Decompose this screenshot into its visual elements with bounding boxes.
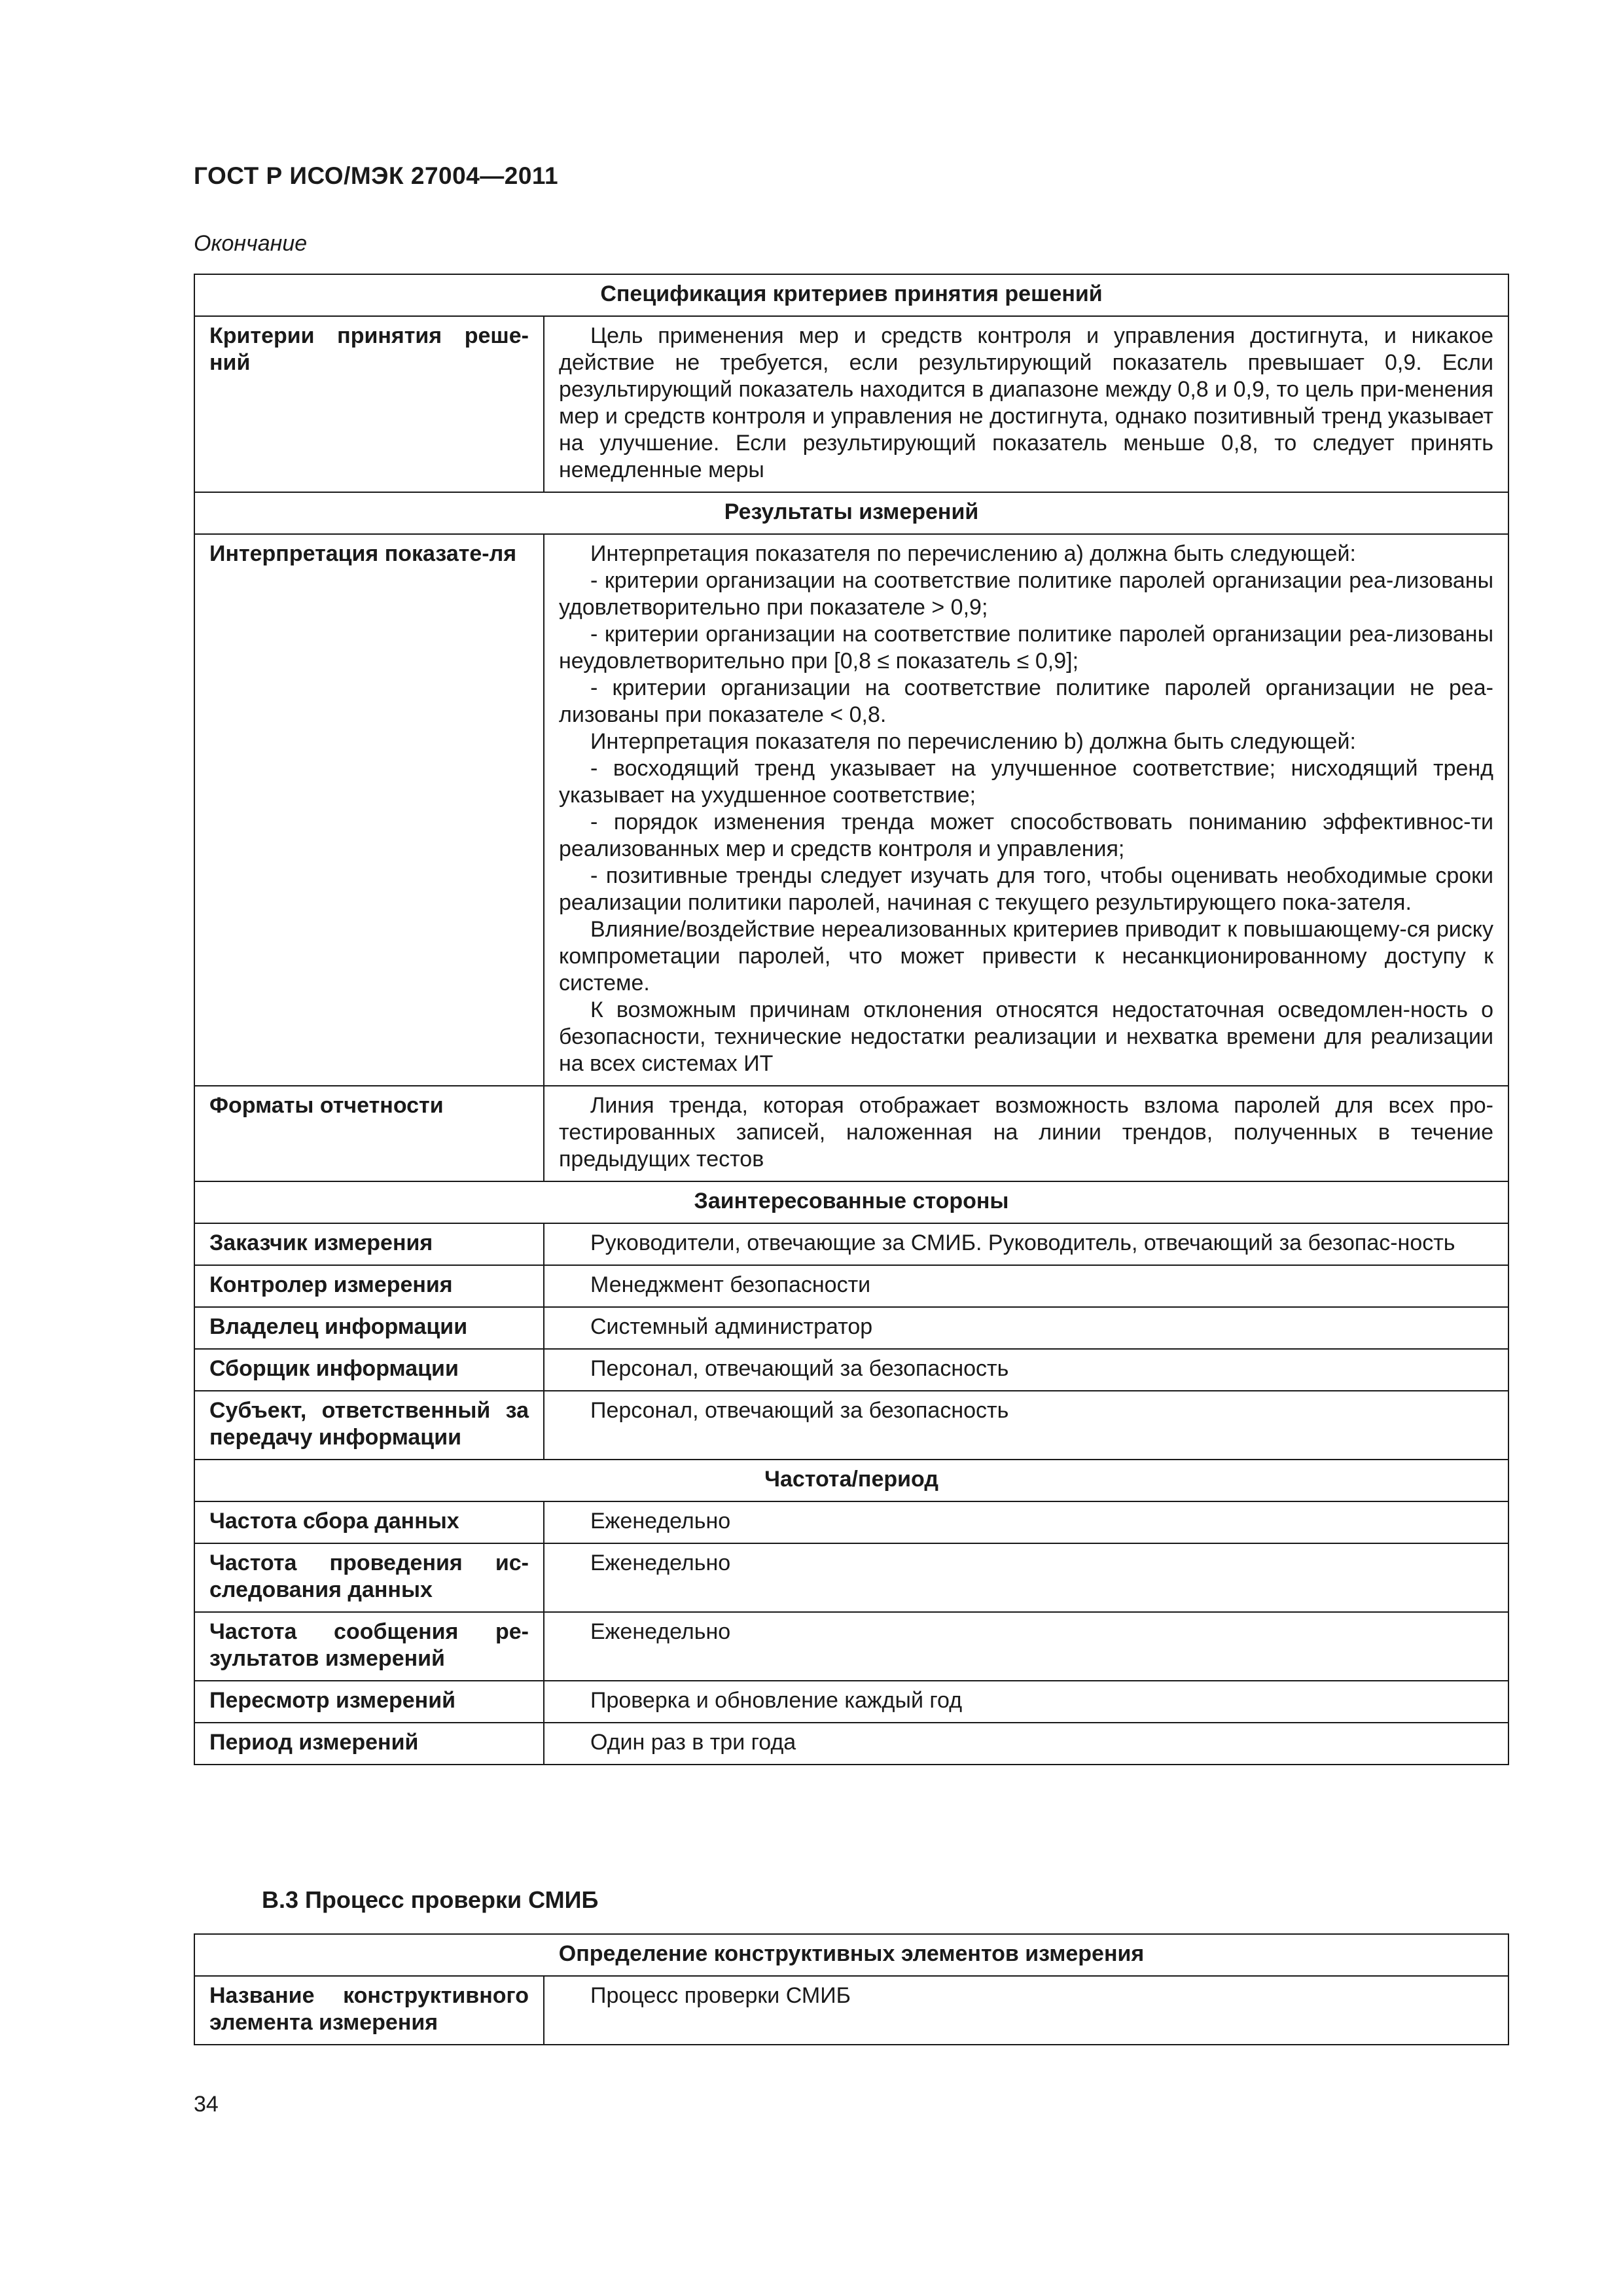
value-paragraph: Еженедельно — [590, 1509, 731, 1534]
value-paragraph: Один раз в три года — [590, 1730, 796, 1755]
table-row — [194, 1086, 1508, 1181]
row-value — [544, 1976, 1508, 2045]
row-label: Сборщик информации — [194, 1349, 544, 1391]
table-row — [194, 316, 1508, 492]
table-row — [194, 1543, 1508, 1612]
table-row — [194, 1307, 1508, 1349]
section-title: Определение конструктивных элементов измерения — [194, 1934, 1508, 1976]
section-header-row — [194, 1934, 1508, 1976]
row-label: Частота проведения ис-следования данных — [194, 1543, 544, 1612]
value-paragraph: Еженедельно — [590, 1619, 731, 1644]
value-paragraph: - критерии организации на соответствие политике паролей организации реа-лизованы неудовлетворительно при [0,8 ≤ показатель ≤ 0,9]; — [559, 622, 1494, 673]
row-value — [544, 1223, 1508, 1265]
value-paragraph: Руководители, отвечающие за СМИБ. Руководитель, отвечающий за безопас-ность — [590, 1230, 1455, 1255]
row-label: Форматы отчетности — [194, 1086, 544, 1181]
table-row — [194, 534, 1508, 1086]
row-label: Владелец информации — [194, 1307, 544, 1349]
section-header-row — [194, 1181, 1508, 1223]
value-paragraph: Менеджмент безопасности — [590, 1272, 871, 1297]
section-header-row — [194, 492, 1508, 534]
row-label: Пересмотр измерений — [194, 1681, 544, 1723]
value-paragraph: Цель применения мер и средств контроля и управления достигнута, и никакое действие не требуется, если результирующий показатель превышает 0,9. Если результирующий показатель находится в диапазоне между 0,8 и 0,9, то цель при-менения мер и средств контроля и управления не достигнута, однако позитивный тренд указывает на улучшение. Если результирующий показатель меньше 0,8, то следует принять немедленные меры — [559, 323, 1494, 482]
table-row — [194, 1349, 1508, 1391]
document-header: ГОСТ Р ИСО/МЭК 27004—2011 — [194, 162, 559, 189]
value-paragraph: Интерпретация показателя по перечислению а) должна быть следующей: — [590, 541, 1356, 566]
section-title: Частота/период — [194, 1460, 1508, 1501]
row-label: Субъект, ответственный за передачу информации — [194, 1391, 544, 1460]
row-label: Контролер измерения — [194, 1265, 544, 1307]
value-paragraph: - восходящий тренд указывает на улучшенное соответствие; нисходящий тренд указывает на ухудшенное соответствие; — [559, 756, 1494, 808]
value-paragraph: Интерпретация показателя по перечислению b) должна быть следующей: — [590, 729, 1356, 754]
row-value — [544, 1349, 1508, 1391]
row-value — [544, 1391, 1508, 1460]
value-paragraph: К возможным причинам отклонения относятся недостаточная осведомлен-ность о безопасности, технические недостатки реализации и нехватка времени для реализации на всех системах ИТ — [559, 997, 1494, 1076]
table-row — [194, 1723, 1508, 1765]
section-title: Заинтересованные стороны — [194, 1181, 1508, 1223]
construct-definition-table — [194, 1933, 1509, 2045]
value-paragraph: Процесс проверки СМИБ — [590, 1983, 851, 2008]
section-header-row — [194, 274, 1508, 316]
row-value — [544, 1307, 1508, 1349]
value-paragraph: Персонал, отвечающий за безопасность — [590, 1356, 1009, 1381]
table-continuation-note: Окончание — [194, 231, 308, 256]
value-paragraph: - критерии организации на соответствие политике паролей организации не реа-лизованы при показателе < 0,8. — [559, 675, 1494, 727]
value-paragraph: Еженедельно — [590, 1551, 731, 1575]
section-title: Спецификация критериев принятия решений — [194, 274, 1508, 316]
row-label: Частота сообщения ре-зультатов измерений — [194, 1612, 544, 1681]
section-header-row — [194, 1460, 1508, 1501]
measurement-spec-table — [194, 274, 1509, 1765]
value-paragraph: - позитивные тренды следует изучать для того, чтобы оценивать необходимые сроки реализации политики паролей, начиная с текущего результирующего пока-зателя. — [559, 863, 1494, 915]
value-paragraph: - порядок изменения тренда может способствовать пониманию эффективнос-ти реализованных мер и средств контроля и управления; — [559, 810, 1494, 861]
row-label: Заказчик измерения — [194, 1223, 544, 1265]
table-row — [194, 1501, 1508, 1543]
row-label: Критерии принятия реше-ний — [194, 316, 544, 492]
row-label: Период измерений — [194, 1723, 544, 1765]
section-title: Результаты измерений — [194, 492, 1508, 534]
value-paragraph: Персонал, отвечающий за безопасность — [590, 1398, 1009, 1423]
row-value — [544, 1723, 1508, 1765]
table-row — [194, 1265, 1508, 1307]
table-row — [194, 1681, 1508, 1723]
value-paragraph: - критерии организации на соответствие политике паролей организации реа-лизованы удовлетворительно при показателе > 0,9; — [559, 568, 1494, 620]
row-value — [544, 1086, 1508, 1181]
row-label: Название конструктивного элемента измерения — [194, 1976, 544, 2045]
row-value — [544, 1612, 1508, 1681]
table-row — [194, 1223, 1508, 1265]
row-label: Частота сбора данных — [194, 1501, 544, 1543]
value-paragraph: Проверка и обновление каждый год — [590, 1688, 963, 1713]
row-label: Интерпретация показате-ля — [194, 534, 544, 1086]
subsection-heading: В.3 Процесс проверки СМИБ — [262, 1886, 599, 1913]
value-paragraph: Линия тренда, которая отображает возможность взлома паролей для всех про-тестированных записей, наложенная на линии трендов, полученных в течение предыдущих тестов — [559, 1093, 1494, 1172]
table-row — [194, 1391, 1508, 1460]
value-paragraph: Влияние/воздействие нереализованных критериев приводит к повышающему-ся риску компрометации паролей, что может привести к несанкционированному доступу к системе. — [559, 917, 1494, 996]
table-row — [194, 1612, 1508, 1681]
row-value — [544, 1265, 1508, 1307]
row-value — [544, 534, 1508, 1086]
row-value — [544, 316, 1508, 492]
row-value — [544, 1501, 1508, 1543]
row-value — [544, 1543, 1508, 1612]
page-number: 34 — [194, 2092, 219, 2117]
table-row — [194, 1976, 1508, 2045]
row-value — [544, 1681, 1508, 1723]
value-paragraph: Системный администратор — [590, 1314, 873, 1339]
